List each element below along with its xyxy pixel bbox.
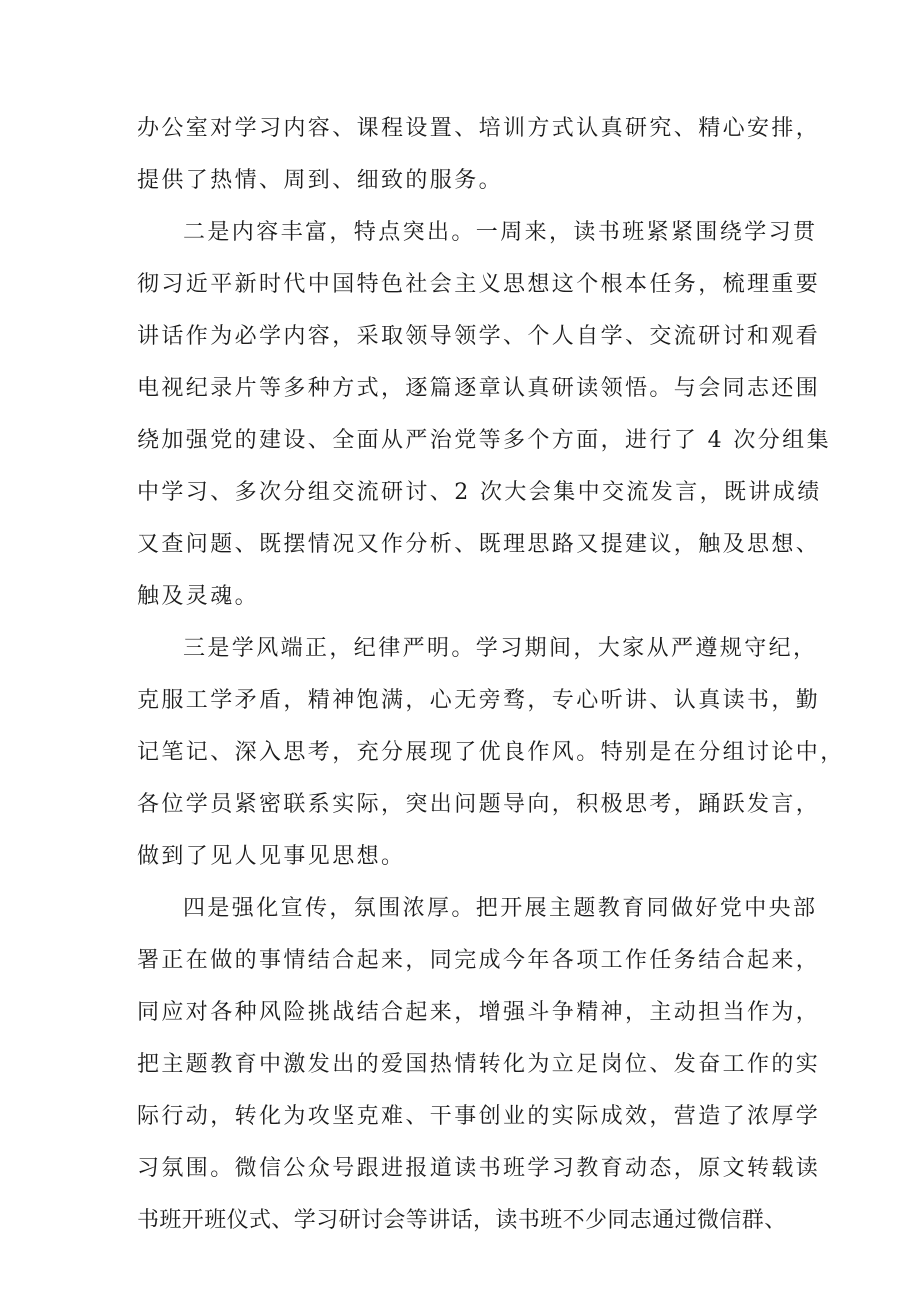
text-line: 各位学员紧密联系实际，突出问题导向，积极思考，踊跃发言， <box>137 792 821 817</box>
text-line: 绕加强党的建设、全面从严治党等多个方面，进行了 4 次分组集 <box>137 428 831 453</box>
text-line: 又查问题、既摆情况又作分析、既理思路又提建议，触及思想、 <box>137 532 821 557</box>
paragraph-heading-line: 二是内容丰富，特点突出。一周来，读书班紧紧围绕学习贯 <box>183 220 818 245</box>
text-line: 同应对各种风险挑战结合起来，增强斗争精神，主动担当作为， <box>137 1000 821 1025</box>
document-body <box>137 103 845 1247</box>
text-line: 触及灵魂。 <box>137 584 260 609</box>
text-line: 办公室对学习内容、课程设置、培训方式认真研究、精心安排， <box>137 116 821 141</box>
paragraph-heading-line: 三是学风端正，纪律严明。学习期间，大家从严遵规守纪， <box>183 636 818 661</box>
text-line: 记笔记、深入思考，充分展现了优良作风。特别是在分组讨论中， <box>137 740 845 765</box>
text-line: 书班开班仪式、学习研讨会等讲话，读书班不少同志通过微信群、 <box>137 1208 787 1233</box>
text-line: 把主题教育中激发出的爱国热情转化为立足岗位、发奋工作的实 <box>137 1052 821 1077</box>
text-line: 克服工学矛盾，精神饱满，心无旁骛，专心听讲、认真读书，勤 <box>137 688 821 713</box>
paragraph-heading-line: 四是强化宣传，氛围浓厚。把开展主题教育同做好党中央部 <box>183 896 818 921</box>
text-line: 彻习近平新时代中国特色社会主义思想这个根本任务，梳理重要 <box>137 272 821 297</box>
text-line: 电视纪录片等多种方式，逐篇逐章认真研读领悟。与会同志还围 <box>137 376 821 401</box>
text-line: 提供了热情、周到、细致的服务。 <box>137 168 504 193</box>
text-line: 际行动，转化为攻坚克难、干事创业的实际成效，营造了浓厚学 <box>137 1104 821 1129</box>
text-line: 中学习、多次分组交流研讨、2 次大会集中交流发言，既讲成绩 <box>137 480 822 505</box>
text-line: 讲话作为必学内容，采取领导领学、个人自学、交流研讨和观看 <box>137 324 821 349</box>
text-line: 习氛围。微信公众号跟进报道读书班学习教育动态，原文转载读 <box>137 1156 821 1181</box>
text-line: 做到了见人见事见思想。 <box>137 844 406 869</box>
text-line: 署正在做的事情结合起来，同完成今年各项工作任务结合起来， <box>137 948 821 973</box>
